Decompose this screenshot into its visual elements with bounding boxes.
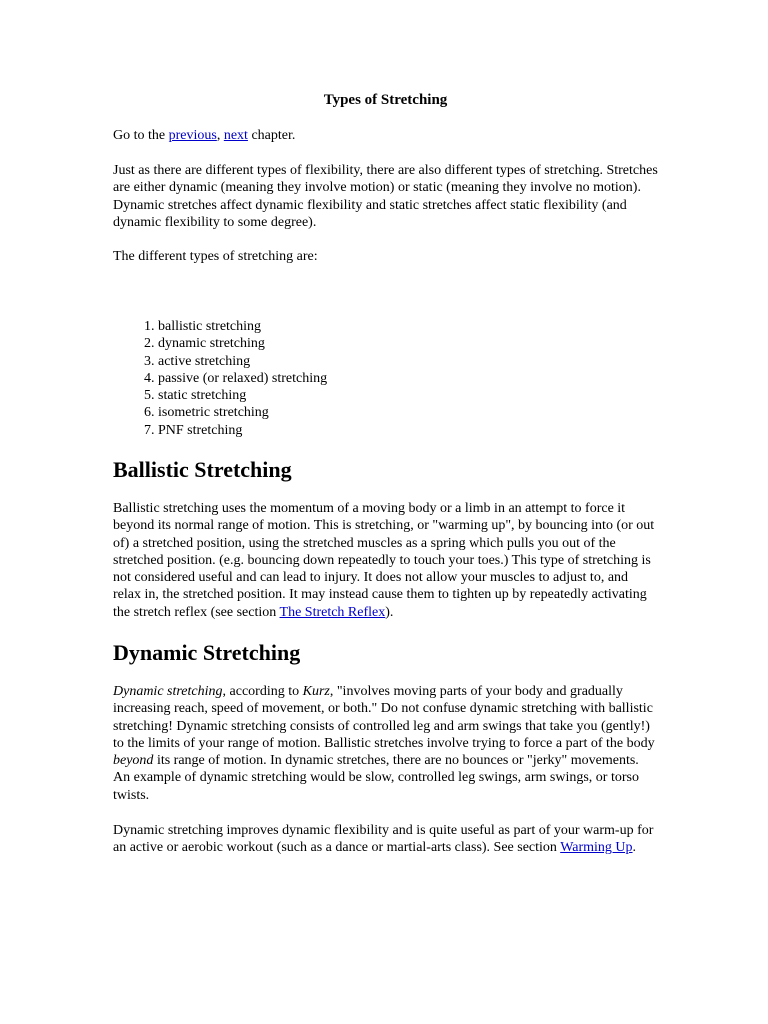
dynamic-term: Dynamic stretching [113, 684, 223, 699]
dynamic-text-b: , "involves moving parts of your body and gradually increasing reach, speed of movement, or both." Do not confuse dynamic stretching with ballistic stretching! Dynamic stretching consists of controlled leg and arm swings that take you (gently!) to the limits of your range of motion. Ballistic stretches involve trying to force a part of the body [113, 684, 655, 751]
dynamic-paragraph-2 [113, 822, 658, 857]
nav-comma: , [216, 128, 224, 143]
ballistic-paragraph [113, 500, 658, 621]
list-item: 5. static stretching [158, 387, 327, 404]
dynamic-heading: Dynamic Stretching [113, 640, 301, 665]
chapter-navigation [113, 127, 295, 144]
dynamic-p2-end: . [632, 840, 637, 856]
previous-link[interactable]: previous [168, 128, 217, 143]
page-title: Types of Stretching [323, 92, 448, 108]
dynamic-text-a: , according to [222, 684, 303, 699]
list-item: 1. ballistic stretching [158, 318, 327, 335]
dynamic-text-c: its range of motion. In dynamic stretches, there are no bounces or "jerky" movements. An example of dynamic stretching would be slow, controlled leg swings, arm swings, or torso twists. [113, 753, 639, 803]
ballistic-end: ). [385, 604, 394, 620]
nav-prefix: Go to the [113, 128, 169, 143]
list-item: 3. active stretching [158, 353, 327, 370]
list-item: 4. passive (or relaxed) stretching [158, 370, 327, 387]
ballistic-text: Ballistic stretching uses the momentum of a moving body or a limb in an attempt to force it beyond its normal range of motion. This is stretching, or "warming up", by bouncing into (or out of) a stretched position, using the stretched muscles as a spring which pulls you out of the stretched position. (e.g. bouncing down repeatedly to touch your toes.) This type of stretching is not considered useful and can lead to injury. It does not allow your muscles to adjust to, and relax in, the stretched position. It may instead cause them to tighten up by repeatedly activating the stretch reflex (see section [113, 501, 655, 620]
nav-suffix: chapter. [247, 128, 296, 143]
next-link[interactable]: next [223, 128, 248, 143]
ballistic-heading: Ballistic Stretching [113, 457, 292, 482]
list-item: 7. PNF stretching [158, 422, 327, 439]
stretch-reflex-link[interactable]: The Stretch Reflex [279, 604, 386, 620]
dynamic-p2-text: Dynamic stretching improves dynamic flexibility and is quite useful as part of your warm-up for an active or aerobic workout (such as a dance or martial-arts class). See section [113, 823, 654, 856]
list-item: 2. dynamic stretching [158, 335, 327, 352]
list-item: 6. isometric stretching [158, 404, 327, 421]
intro-paragraph: Just as there are different types of flexibility, there are also different types of stretching. Stretches are either dynamic (meaning they involve motion) or static (meaning they involve no motion). Dynamic stretches affect dynamic flexibility and static stretches affect static flexibility (and dynamic flexibility to some degree). [113, 163, 658, 230]
author-name: Kurz [302, 684, 330, 699]
stretching-types-list [113, 318, 327, 439]
types-intro-paragraph: The different types of stretching are: [113, 249, 318, 264]
warming-up-link[interactable]: Warming Up [560, 840, 633, 856]
beyond-emphasis: beyond [113, 753, 154, 769]
dynamic-paragraph-1 [113, 683, 658, 804]
